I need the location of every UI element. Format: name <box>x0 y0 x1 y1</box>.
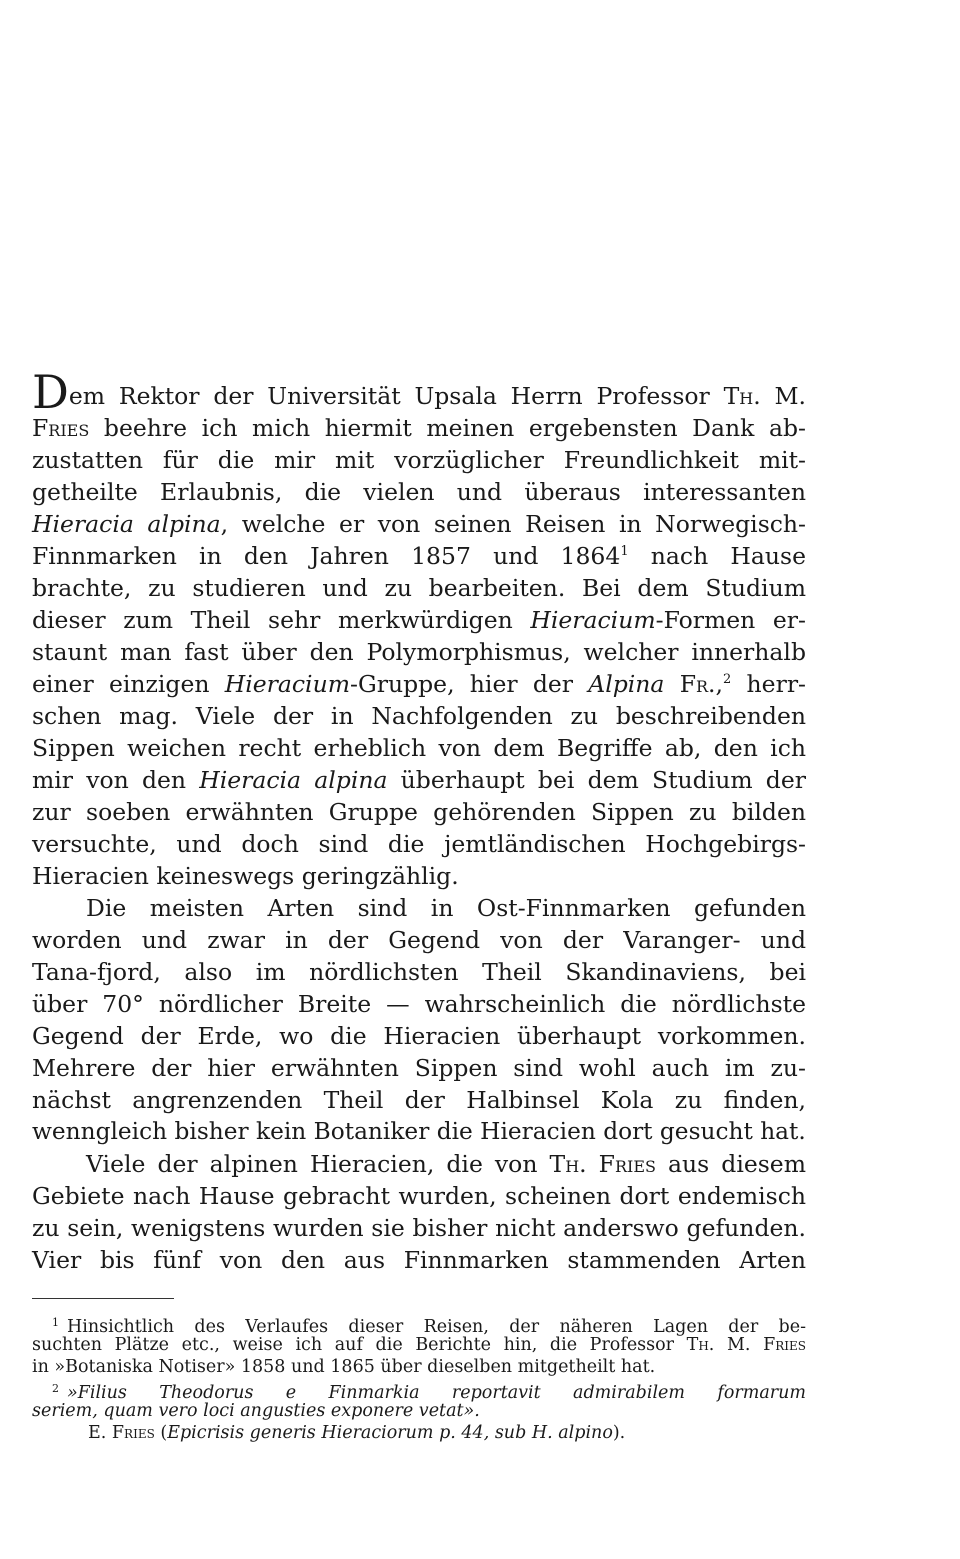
footnote-separator <box>32 1298 174 1299</box>
footnote-2-line-1: $^2$ »Filius Theodorus e Finmarkia reportavit admirabilem formarum <box>52 1382 806 1403</box>
text-line-5: Hieracia alpina, welche er von seinen Reisen in Norwegisch- <box>32 510 806 538</box>
text-line-20: über 70° nördlicher Breite — wahrscheinlich die nördlichste <box>32 990 806 1018</box>
text-line-8: dieser zum Theil sehr merkwürdigen Hieracium-Formen er- <box>32 606 806 634</box>
text-line-9: staunt man fast über den Polymorphismus, welcher innerhalb <box>32 638 806 666</box>
text-line-13: mir von den Hieracia alpina überhaupt bei dem Studium der <box>32 766 806 794</box>
text-line-4: getheilte Erlaubnis, die vielen und überaus interessanten <box>32 478 806 506</box>
text-line-23: nächst angrenzenden Theil der Halbinsel Kola zu finden, <box>32 1086 806 1114</box>
text-line-25: Viele der alpinen Hieracien, die von Th. Fries aus diesem <box>86 1150 806 1178</box>
text-line-17: Die meisten Arten sind in Ost-Finnmarken gefunden <box>86 894 806 922</box>
text-line-22: Mehrere der hier erwähnten Sippen sind wohl auch im zu- <box>32 1054 806 1082</box>
footnote-1-line-1: $^1$ Hinsichtlich des Verlaufes dieser Reisen, der näheren Lagen der be- <box>52 1316 806 1337</box>
text-line-15: versuchte, und doch sind die jemtländischen Hochgebirgs- <box>32 830 806 858</box>
text-line-21: Gegend der Erde, wo die Hieracien überhaupt vorkommen. <box>32 1022 806 1050</box>
text-line-28: Vier bis fünf von den aus Finnmarken stammenden Arten <box>32 1246 806 1274</box>
text-line-27: zu sein, wenigstens wurden sie bisher nicht anderswo gefunden. <box>32 1214 806 1242</box>
footnote-2-line-3: E. Fries (Epicrisis generis Hieraciorum p. 44, sub H. alpino). <box>88 1423 626 1443</box>
drop-initial: D <box>32 365 69 419</box>
text-line-26: Gebiete nach Hause gebracht wurden, scheinen dort endemisch <box>32 1182 806 1210</box>
text-line-11: schen mag. Viele der in Nachfolgenden zu beschreibenden <box>32 702 806 730</box>
text-line-6: Finnmarken in den Jahren 1857 und 1864$^1$ nach Hause <box>32 542 806 570</box>
footnote-1-line-2: suchten Plätze etc., weise ich auf die Berichte hin, die Professor Th. M. Fries <box>32 1335 806 1355</box>
text-line-24: wenngleich bisher kein Botaniker die Hieracien dort gesucht hat. <box>32 1118 806 1145</box>
text-line-1: Dem Rektor der Universität Upsala Herrn Professor Th. M. <box>32 365 806 419</box>
footnote-1-line-3: in »Botaniska Notiser» 1858 und 1865 über dieselben mitgetheilt hat. <box>32 1357 656 1377</box>
text-line-18: worden und zwar in der Gegend von der Varanger- und <box>32 926 806 954</box>
text-line-19: Tana-fjord, also im nördlichsten Theil Skandinaviens, bei <box>32 958 806 986</box>
text-line-14: zur soeben erwähnten Gruppe gehörenden Sippen zu bilden <box>32 798 806 826</box>
text-line-2: Fries beehre ich mich hiermit meinen ergebensten Dank ab- <box>32 414 806 442</box>
footnote-2-line-2: seriem, quam vero loci angusties exponere vetat». <box>32 1401 480 1421</box>
text-line-3: zustatten für die mir mit vorzüglicher Freundlichkeit mit- <box>32 446 806 474</box>
text-line-7: brachte, zu studieren und zu bearbeiten. Bei dem Studium <box>32 574 806 602</box>
text-line-10: einer einzigen Hieracium-Gruppe, hier der Alpina Fr.,$^2$ herr- <box>32 670 806 698</box>
footnote-ref-2: 2 <box>723 672 732 687</box>
text-line-12: Sippen weichen recht erheblich von dem Begriffe ab, den ich <box>32 734 806 762</box>
footnote-ref-1: 1 <box>620 544 629 559</box>
text-line-16: Hieracien keineswegs geringzählig. <box>32 862 459 890</box>
